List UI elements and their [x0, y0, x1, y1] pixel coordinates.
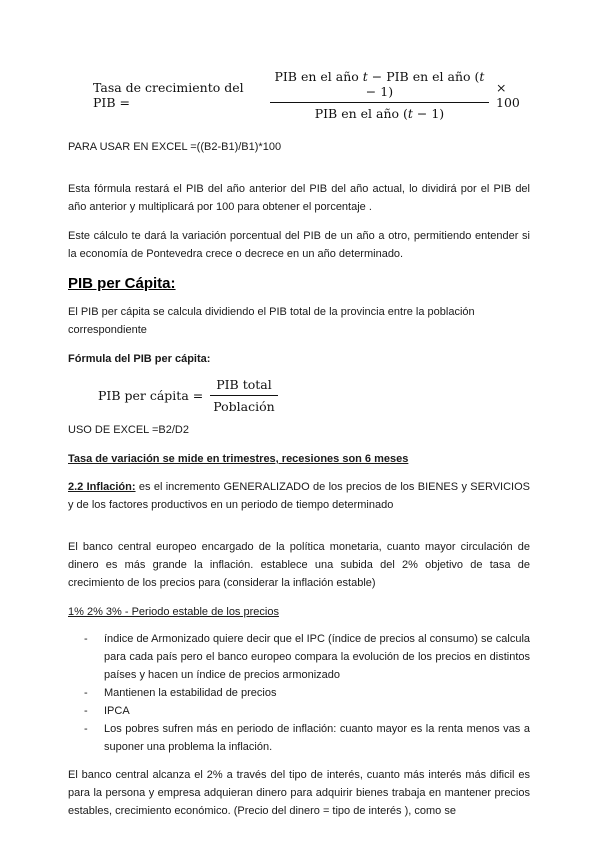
bullet-text: Los pobres sufren más en periodo de inflación: cuanto mayor es la renta menos vas a suponer una problema la inflación. — [104, 723, 530, 753]
formula-denominator: PIB en el año (t − 1) — [314, 106, 445, 121]
formula-fraction — [210, 376, 277, 415]
formula-fraction — [270, 68, 489, 122]
variable-t: t — [479, 69, 485, 84]
paragraph-formula-explanation: Esta fórmula restará el PIB del año anterior del PIB del año actual, lo dividirá por el PIB del año anterior y multiplicará por 100 para obtener el porcentaje . — [68, 183, 530, 213]
heading-pib-per-capita: PIB per Cápita: — [68, 275, 176, 292]
paragraph-inflacion — [68, 478, 530, 514]
bullet-marker: - — [84, 723, 88, 735]
formula-numerator: PIB total — [210, 376, 277, 396]
bullet-text: IPCA — [104, 705, 130, 717]
excel-usage-growth-text: PARA USAR EN EXCEL =((B2-B1)/B1)*100 — [68, 141, 282, 153]
bullet-item — [84, 702, 530, 720]
paragraph-banco-central-alcanza: El banco central alcanza el 2% a través del tipo de interés, cuanto más interés más dificil es para la persona y empresa adquieran dinero para adquirir bienes trabaja en mantener precios estables, crecimiento económico. (Precio del dinero = tipo de interés ), como se — [68, 769, 530, 817]
formula-lhs: Tasa de crecimiento del PIB = — [93, 80, 244, 110]
label-formula-pib-per-capita: Fórmula del PIB per cápita: — [68, 353, 211, 365]
paragraph-pib-per-capita: El PIB per cápita se calcula dividiendo el PIB total de la provincia entre la población correspondiente — [68, 306, 475, 336]
bullet-marker: - — [84, 687, 88, 699]
bullet-text: Mantienen la estabilidad de precios — [104, 687, 277, 699]
bullet-item — [84, 684, 530, 702]
variable-t: t — [362, 69, 368, 84]
formula-lhs: PIB per cápita = — [98, 388, 204, 403]
bullet-marker: - — [84, 705, 88, 717]
bullet-item — [84, 720, 530, 756]
variable-t: t — [407, 106, 413, 121]
note-tasa-variacion: Tasa de variación se mide en trimestres, recesiones son 6 meses — [68, 453, 409, 465]
pib-growth-formula — [93, 68, 530, 122]
pib-per-capita-formula — [98, 376, 530, 415]
bullet-item — [84, 630, 530, 684]
formula-denominator: Población — [213, 399, 275, 414]
paragraph-calculation-explanation: Este cálculo te dará la variación porcentual del PIB de un año a otro, permitiendo entender si la economía de Pontevedra crece o decrece en un año determinado. — [68, 230, 530, 260]
formula-multiplier: × 100 — [496, 80, 520, 110]
inflacion-definition: es el incremento GENERALIZADO de los precios de los BIENES y SERVICIOS y de los factores productivos en un periodo de tiempo determinado — [68, 481, 530, 511]
bullet-text: índice de Armonizado quiere decir que el IPC (índice de precios al consumo) se calcula para cada país pero el banco europeo compara la evolución de los precios en distintos países y hacen un índice de precios armonizado — [104, 633, 530, 681]
paragraph-banco-central-europeo: El banco central europeo encargado de la política monetaria, cuanto mayor circulación de dinero es más grande la inflación. establece una subida del 2% objetivo de tasa de crecimiento de los precios para (considerar la inflación estable) — [68, 541, 530, 589]
bullet-marker: - — [84, 633, 88, 645]
excel-usage-per-capita-text: USO DE EXCEL =B2/D2 — [68, 424, 189, 436]
inflacion-term: 2.2 Inflación: — [68, 481, 136, 493]
note-periodo-estable: 1% 2% 3% - Periodo estable de los precios — [68, 606, 279, 618]
formula-numerator: PIB en el año t − PIB en el año (t − 1) — [270, 68, 489, 103]
bullet-list — [84, 630, 530, 756]
